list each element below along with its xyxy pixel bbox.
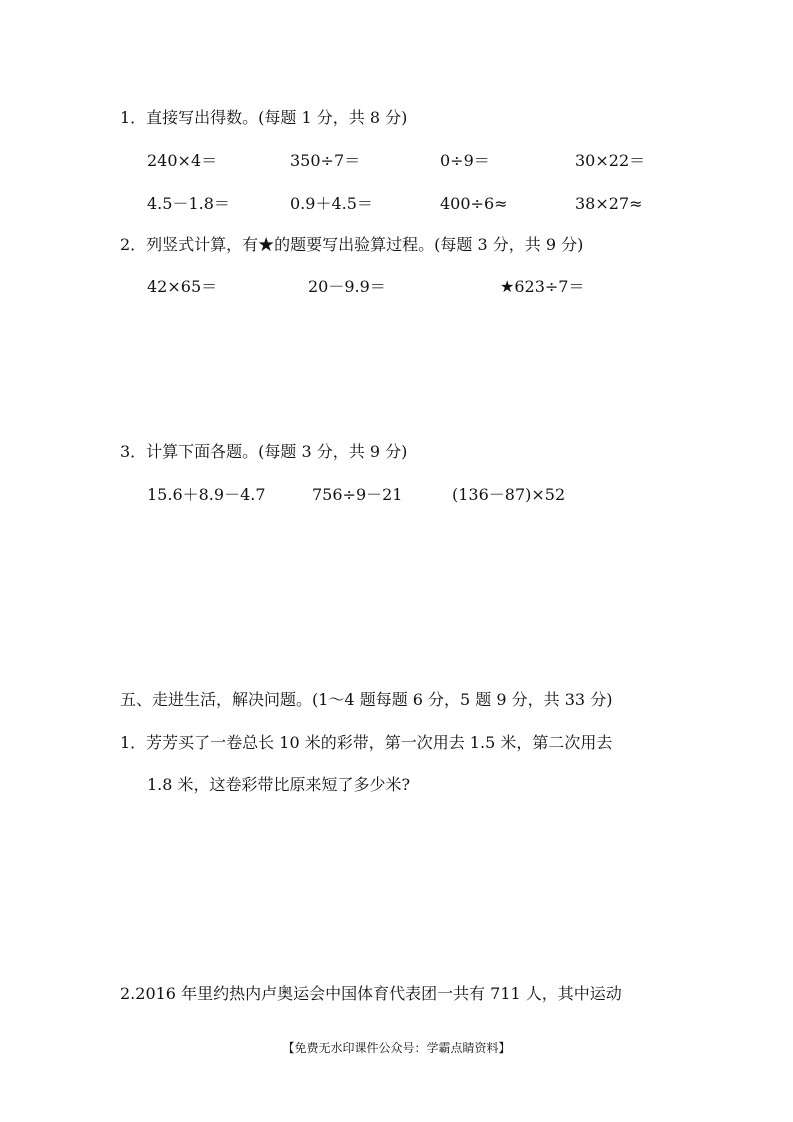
q1-item-3: 0÷9＝: [440, 151, 490, 170]
s5-q1-line2: 1.8 米，这卷彩带比原来短了多少米?: [147, 775, 411, 794]
q1-item-5: 4.5－1.8＝: [147, 194, 230, 213]
q3-title: 3．计算下面各题。(每题 3 分，共 9 分): [120, 442, 408, 461]
s5-q1-line1: 1．芳芳买了一卷总长 10 米的彩带，第一次用去 1.5 米，第二次用去: [120, 733, 613, 752]
s5-q2-line1: 2.2016 年里约热内卢奥运会中国体育代表团一共有 711 人，其中运动: [120, 984, 622, 1003]
q3-item-1: 15.6＋8.9－4.7: [147, 485, 266, 504]
footer-note: 【免费无水印课件公众号：学霸点睛资料】: [282, 1041, 511, 1055]
section5-title: 五、走进生活，解决问题。(1～4 题每题 6 分，5 题 9 分，共 33 分): [120, 690, 613, 709]
q3-item-3: (136－87)×52: [452, 485, 566, 504]
q1-item-6: 0.9＋4.5＝: [290, 194, 373, 213]
q1-title: 1．直接写出得数。(每题 1 分，共 8 分): [120, 108, 408, 127]
q3-item-2: 756÷9－21: [312, 485, 403, 504]
q1-item-8: 38×27≈: [575, 194, 643, 213]
q2-item-1: 42×65＝: [147, 277, 218, 296]
q1-item-1: 240×4＝: [147, 151, 218, 170]
q2-item-3: ★623÷7＝: [500, 277, 585, 296]
q2-title: 2．列竖式计算，有★的题要写出验算过程。(每题 3 分，共 9 分): [120, 235, 584, 254]
q1-item-2: 350÷7＝: [290, 151, 361, 170]
q1-item-7: 400÷6≈: [440, 194, 508, 213]
q1-item-4: 30×22＝: [575, 151, 646, 170]
q2-item-2: 20－9.9＝: [308, 277, 386, 296]
